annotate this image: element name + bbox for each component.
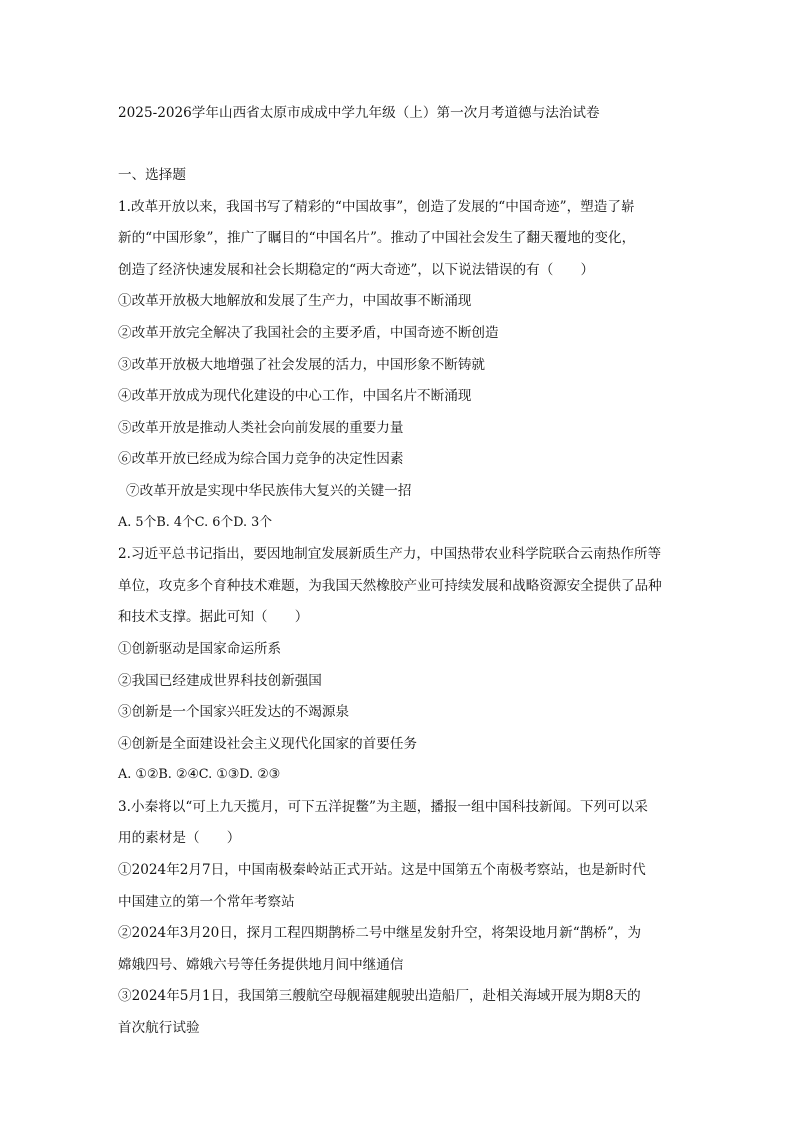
question-1-item-3: ③改革开放极大地增强了社会发展的活力，中国形象不断铸就	[118, 356, 486, 373]
question-1-item-5: ⑤改革开放是推动人类社会向前发展的重要力量	[118, 419, 404, 436]
question-1-item-4: ④改革开放成为现代化建设的中心工作，中国名片不断涌现	[118, 388, 472, 405]
exam-title: 2025-2026学年山西省太原市成成中学九年级（上）第一次月考道德与法治试卷	[118, 105, 600, 121]
question-1-item-7: ⑦改革开放是实现中华民族伟大复兴的关键一招	[126, 482, 412, 499]
question-3-item-3-line-2: 首次航行试验	[118, 1020, 200, 1037]
question-1-item-2: ②改革开放完全解决了我国社会的主要矛盾，中国奇迹不断创造	[118, 324, 499, 341]
section-heading: 一、选择题	[118, 167, 186, 183]
question-3-stem-line-1: 3.小秦将以“可上九天揽月，可下五洋捉鳖”为主题，播报一组中国科技新闻。下列可以采	[118, 798, 648, 815]
question-1-item-1: ①改革开放极大地解放和发展了生产力，中国故事不断涌现	[118, 293, 472, 310]
question-1-stem-line-1: 1.改革开放以来，我国书写了精彩的“中国故事”，创造了发展的“中国奇迹”，塑造了崭	[118, 198, 635, 215]
question-1	[118, 196, 688, 544]
question-2-item-4: ④创新是全面建设社会主义现代化国家的首要任务	[118, 735, 418, 752]
question-3-item-1-line-1: ①2024年2月7日，中国南极秦岭站正式开站。这是中国第五个南极考察站，也是新时代	[118, 862, 646, 879]
exam-content	[118, 164, 688, 1049]
question-3-stem-line-2: 用的素材是（ ）	[118, 830, 241, 847]
question-1-options: A. 5个B. 4个C. 6个D. 3个	[118, 514, 273, 530]
question-3-item-3-line-1: ③2024年5月1日，我国第三艘航空母舰福建舰驶出造船厂，赴相关海域开展为期8天的	[118, 988, 641, 1005]
question-2-item-1: ①创新驱动是国家命运所系	[118, 640, 282, 657]
question-1-stem-line-2: 新的“中国形象”，推广了瞩目的“中国名片”。推动了中国社会发生了翻天覆地的变化，	[118, 230, 636, 247]
question-3-item-2-line-2: 嫦娥四号、嫦娥六号等任务提供地月间中继通信	[118, 956, 404, 973]
question-2-item-2: ②我国已经建成世界科技创新强国	[118, 672, 322, 689]
question-2-options: A. ①②B. ②④C. ①③D. ②③	[118, 767, 281, 783]
question-2-stem-line-2: 单位，攻克多个育种技术难题，为我国天然橡胶产业可持续发展和战略资源安全提供了品种	[118, 577, 662, 594]
question-2-item-3: ③创新是一个国家兴旺发达的不竭源泉	[118, 704, 350, 721]
question-1-item-6: ⑥改革开放已经成为综合国力竞争的决定性因素	[118, 451, 404, 468]
question-3	[118, 796, 688, 1049]
question-2-stem-line-3: 和技术支撑。据此可知（ ）	[118, 609, 309, 626]
question-3-item-2-line-1: ②2024年3月20日，探月工程四期鹊桥二号中继星发射升空，将架设地月新“鹊桥”，为	[118, 925, 642, 942]
question-1-stem-line-3: 创造了经济快速发展和社会长期稳定的“两大奇迹”，以下说法错误的有（ ）	[118, 261, 595, 278]
question-3-item-1-line-2: 中国建立的第一个常年考察站	[118, 893, 295, 910]
question-2	[118, 543, 688, 796]
question-2-stem-line-1: 2.习近平总书记指出，要因地制宜发展新质生产力，中国热带农业科学院联合云南热作所等	[118, 546, 662, 563]
